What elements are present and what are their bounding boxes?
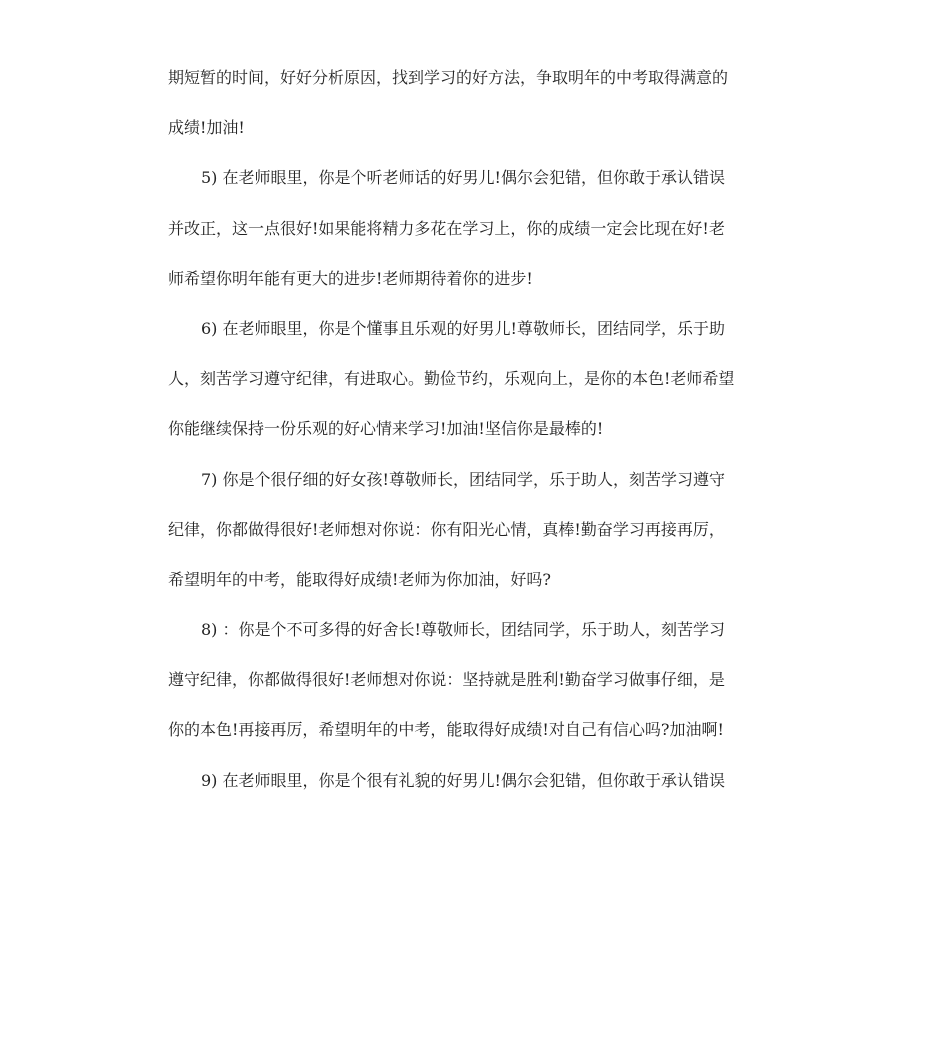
- paragraph-6-start: 6) 在老师眼里，你是个懂事且乐观的好男儿!尊敬师长，团结同学，乐于助: [201, 318, 725, 338]
- document-page: [168, 53, 778, 806]
- text-line-2: 成绩!加油!: [168, 118, 245, 138]
- paragraph-5-start: 5) 在老师眼里，你是个听老师话的好男儿!偶尔会犯错，但你敢于承认错误: [201, 168, 725, 188]
- text-line-11: 希望明年的中考，能取得好成绩!老师为你加油，好吗?: [168, 569, 552, 589]
- text-line-10: 纪律，你都做得很好!老师想对你说：你有阳光心情，真棒!勤奋学习再接再厉，: [168, 519, 725, 539]
- text-line-7: 人，刻苦学习遵守纪律，有进取心。勤俭节约，乐观向上，是你的本色!老师希望: [168, 369, 735, 389]
- text-line-8: 你能继续保持一份乐观的好心情来学习!加油!坚信你是最棒的!: [168, 419, 604, 439]
- paragraph-8-start: 8) ：你是个不可多得的好舍长!尊敬师长，团结同学，乐于助人，刻苦学习: [201, 620, 725, 640]
- text-line-4: 并改正，这一点很好!如果能将精力多花在学习上，你的成绩一定会比现在好!老: [168, 218, 725, 238]
- text-line-13: 遵守纪律，你都做得很好!老师想对你说：坚持就是胜利!勤奋学习做事仔细，是: [168, 670, 725, 690]
- text-line-5: 师希望你明年能有更大的进步!老师期待着你的进步!: [168, 268, 533, 288]
- text-line-14: 你的本色!再接再厉，希望明年的中考，能取得好成绩!对自己有信心吗?加油啊!: [168, 720, 724, 740]
- paragraph-9-start: 9) 在老师眼里，你是个很有礼貌的好男儿!偶尔会犯错，但你敢于承认错误: [201, 770, 725, 790]
- paragraph-7-start: 7) 你是个很仔细的好女孩!尊敬师长，团结同学，乐于助人，刻苦学习遵守: [201, 469, 725, 489]
- text-line-1: 期短暂的时间，好好分析原因，找到学习的好方法，争取明年的中考取得满意的: [168, 68, 729, 87]
